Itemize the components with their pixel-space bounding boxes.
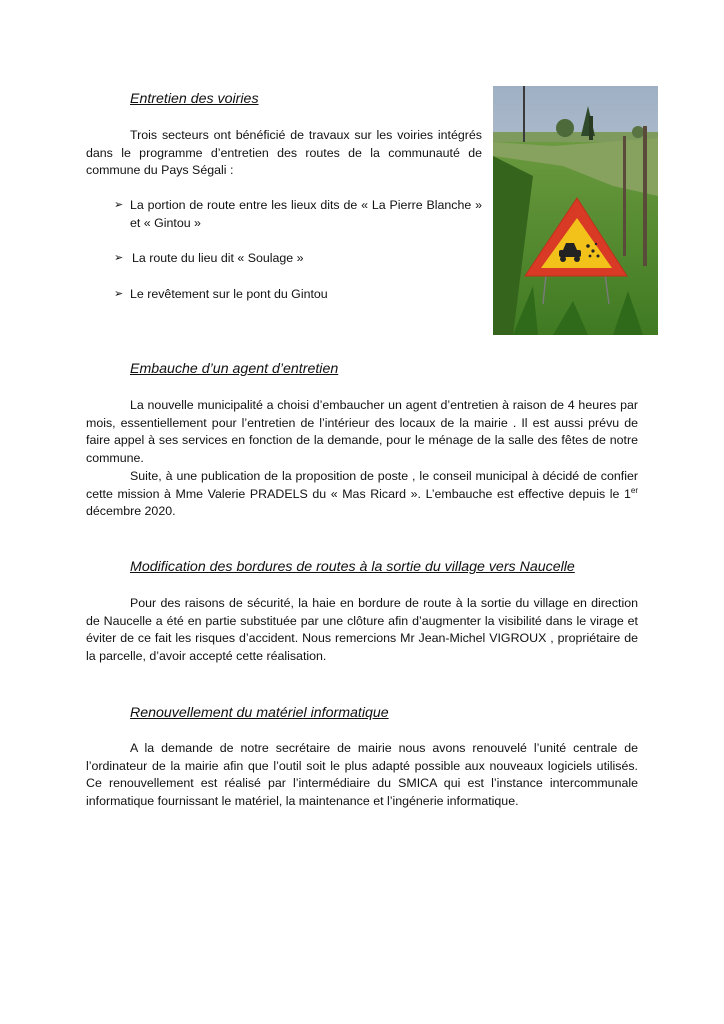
- ordinal-suffix: er: [630, 485, 638, 495]
- section-title-bordures: Modification des bordures de routes à la sortie du village vers Naucelle: [130, 559, 575, 575]
- list-item: [114, 250, 482, 268]
- embauche-para-2-text: Suite, à une publication de la proposition de poste , le conseil municipal à décidé de confier cette mission à Mme Valerie PRADELS du « Mas Ricard ». L’embauche est effective depuis le 1: [86, 469, 638, 501]
- voiries-intro: Trois secteurs ont bénéficié de travaux sur les voiries intégrés dans le programme d’entretien des routes de la communauté de commune du Pays Ségali :: [86, 128, 482, 178]
- road-works-warning-sign-photo: [493, 86, 658, 335]
- list-item-text: Le revêtement sur le pont du Gintou: [130, 287, 328, 301]
- embauche-para-2-date: décembre 2020.: [86, 504, 176, 519]
- embauche-para-1: La nouvelle municipalité a choisi d’embaucher un agent d’entretien à raison de 4 heures par mois, essentiellement pour l’entretien de l’intérieur des locaux de la mairie . Il est aussi prévu de faire appel à ses services en fonction de la demande, pour le ménage de la salle des fêtes de notre commune.: [86, 398, 638, 465]
- informatique-para: A la demande de notre secrétaire de mairie nous avons renouvelé l’unité centrale de l’ordinateur de la mairie afin que l’outil soit le plus adapté possible aux nouveaux logiciels utilisés. Ce renouvellement est réalisé par l’intermédiaire du SMICA qui est l’instance intercommunale informatique fournissant le matériel, la maintenance et l’ingénerie informatique.: [86, 741, 638, 808]
- section-title-informatique: Renouvellement du matériel informatique: [130, 705, 389, 721]
- arrow-bullet-icon: ➢: [114, 252, 124, 264]
- arrow-bullet-icon: ➢: [114, 199, 124, 211]
- list-item-text: La portion de route entre les lieux dits de « La Pierre Blanche » et « Gintou »: [130, 198, 482, 230]
- list-item: [114, 286, 482, 304]
- list-item-text: La route du lieu dit « Soulage »: [132, 251, 304, 265]
- list-item: [114, 197, 482, 233]
- embauche-para-2: [86, 468, 638, 521]
- section-title-embauche: Embauche d’un agent d’entretien: [130, 361, 339, 377]
- section-title-voiries: Entretien des voiries: [130, 91, 259, 107]
- bordures-para: Pour des raisons de sécurité, la haie en bordure de route à la sortie du village en direction de Naucelle a été en partie substituée par une clôture afin d’augmenter la visibilité dans le virage et éviter de ce fait les risques d’accident. Nous remercions Mr Jean-Michel VIGROUX , propriétaire de la parcelle, d’avoir accepté cette réalisation.: [86, 596, 638, 663]
- photo-drawing: [493, 86, 658, 335]
- arrow-bullet-icon: ➢: [114, 288, 124, 300]
